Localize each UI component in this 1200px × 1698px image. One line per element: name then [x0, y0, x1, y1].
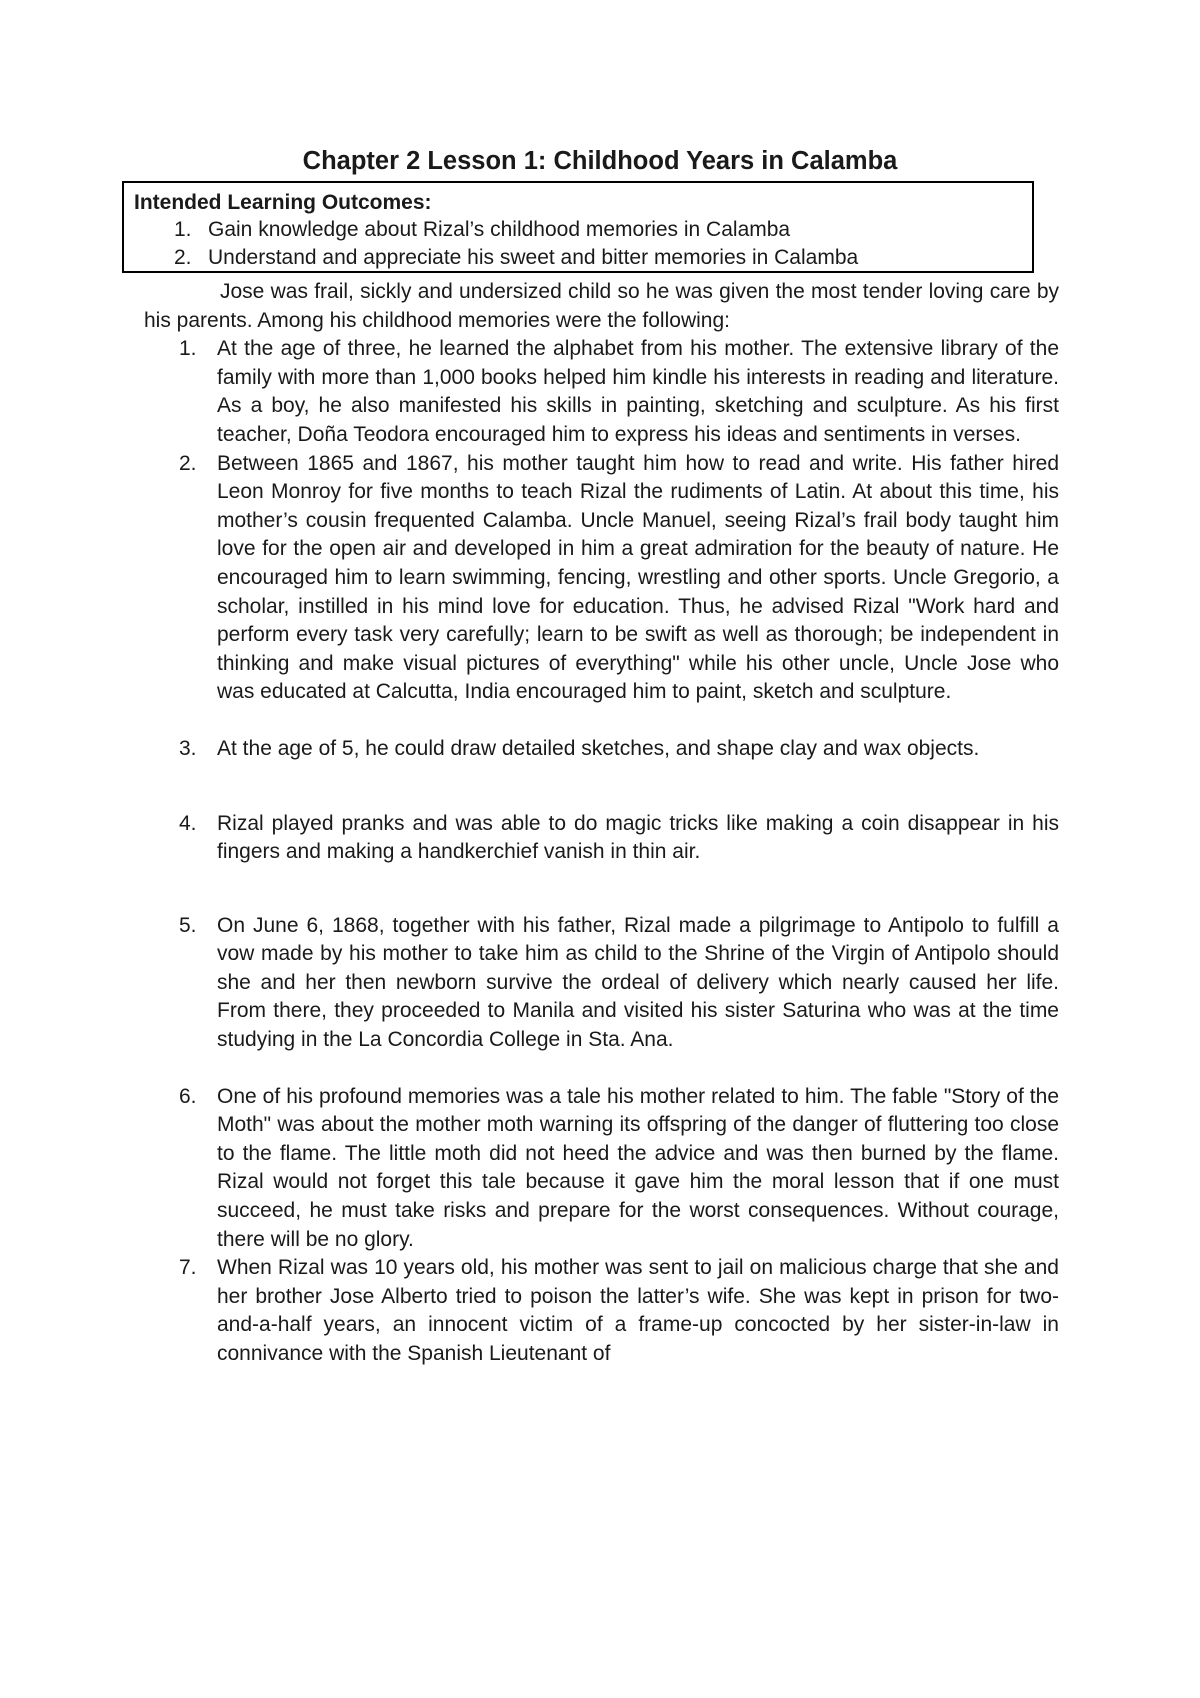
outcome-text: Understand and appreciate his sweet and bitter memories in Calamba: [208, 246, 859, 269]
memory-number: 7.: [179, 1256, 197, 1280]
memory-item: [144, 1083, 1059, 1255]
memory-text: Rizal played pranks and was able to do magic tricks like making a coin disappear in his fingers and making a handkerchief vanish in thin air.: [217, 811, 1059, 864]
outcome-item: [134, 244, 1032, 272]
memory-text: At the age of three, he learned the alphabet from his mother. The extensive library of the family with more than 1,000 books helped him kindle his interests in reading and literature. As a boy, he also manifested his skills in painting, sketching and sculpture. As his first teacher, Doña Teodora encouraged him to express his ideas and sentiments in verses.: [217, 337, 1059, 446]
memory-item: [144, 335, 1059, 449]
memory-text: Between 1865 and 1867, his mother taught him how to read and write. His father hired Leon Monroy for five months to teach Rizal the rudiments of Latin. At about this time, his mother’s cousin frequented Calamba. Uncle Manuel, seeing Rizal’s frail body taught him love for the open air and developed in him a great admiration for the beauty of nature. He encouraged him to learn swimming, fencing, wrestling and other sports. Uncle Gregorio, a scholar, instilled in his mind love for education. Thus, he advised Rizal "Work hard and perform every task very carefully; learn to be swift as well as thorough; be independent in thinking and make visual pictures of everything" while his other uncle, Uncle Jose who was educated at Calcutta, India encouraged him to paint, sketch and sculpture.: [217, 451, 1059, 704]
memory-item: [144, 450, 1059, 707]
memory-number: 2.: [179, 451, 197, 475]
intro-paragraph: Jose was frail, sickly and undersized child so he was given the most tender loving care by his parents. Among his childhood memories were the following:: [144, 280, 1059, 332]
outcomes-list: [134, 216, 1032, 272]
memory-number: 4.: [179, 811, 197, 835]
outcome-number: 1.: [174, 218, 192, 241]
body-text: [144, 278, 1059, 1369]
memory-text: One of his profound memories was a tale his mother related to him. The fable "Story of the Moth" was about the mother moth warning its offspring of the danger of fluttering too close to the flame. The little moth did not heed the advice and was then burned by the flame. Rizal would not forget this tale because it gave him the moral lesson that if one must succeed, he must take risks and prepare for the worst consequences. Without courage, there will be no glory.: [217, 1084, 1059, 1251]
memory-text: At the age of 5, he could draw detailed sketches, and shape clay and wax objects.: [217, 736, 980, 760]
memories-list: [144, 335, 1059, 1368]
memory-item: [144, 810, 1059, 867]
outcome-number: 2.: [174, 246, 192, 269]
learning-outcomes-box: [122, 181, 1034, 273]
memory-number: 5.: [179, 913, 197, 937]
memory-number: 3.: [179, 736, 197, 760]
memory-text: When Rizal was 10 years old, his mother was sent to jail on malicious charge that she and her brother Jose Alberto tried to poison the latter’s wife. She was kept in prison for two-and-a-half years, an innocent victim of a frame-up concocted by her sister-in-law in connivance with the Spanish Lieutenant of: [217, 1256, 1059, 1365]
memory-item: [144, 735, 1059, 764]
memory-item: [144, 912, 1059, 1055]
memory-number: 1.: [179, 337, 197, 361]
memory-item: [144, 1254, 1059, 1368]
outcomes-heading: Intended Learning Outcomes:: [134, 191, 432, 214]
memory-text: On June 6, 1868, together with his father, Rizal made a pilgrimage to Antipolo to fulfill a vow made by his mother to take him as child to the Shrine of the Virgin of Antipolo should she and her then newborn survive the ordeal of delivery which nearly caused her life. From there, they proceeded to Manila and visited his sister Saturina who was at the time studying in the La Concordia College in Sta. Ana.: [217, 913, 1059, 1052]
page-title: Chapter 2 Lesson 1: Childhood Years in Calamba: [302, 147, 898, 175]
outcome-text: Gain knowledge about Rizal’s childhood memories in Calamba: [208, 218, 791, 241]
memory-number: 6.: [179, 1084, 197, 1108]
outcome-item: [134, 216, 1032, 244]
